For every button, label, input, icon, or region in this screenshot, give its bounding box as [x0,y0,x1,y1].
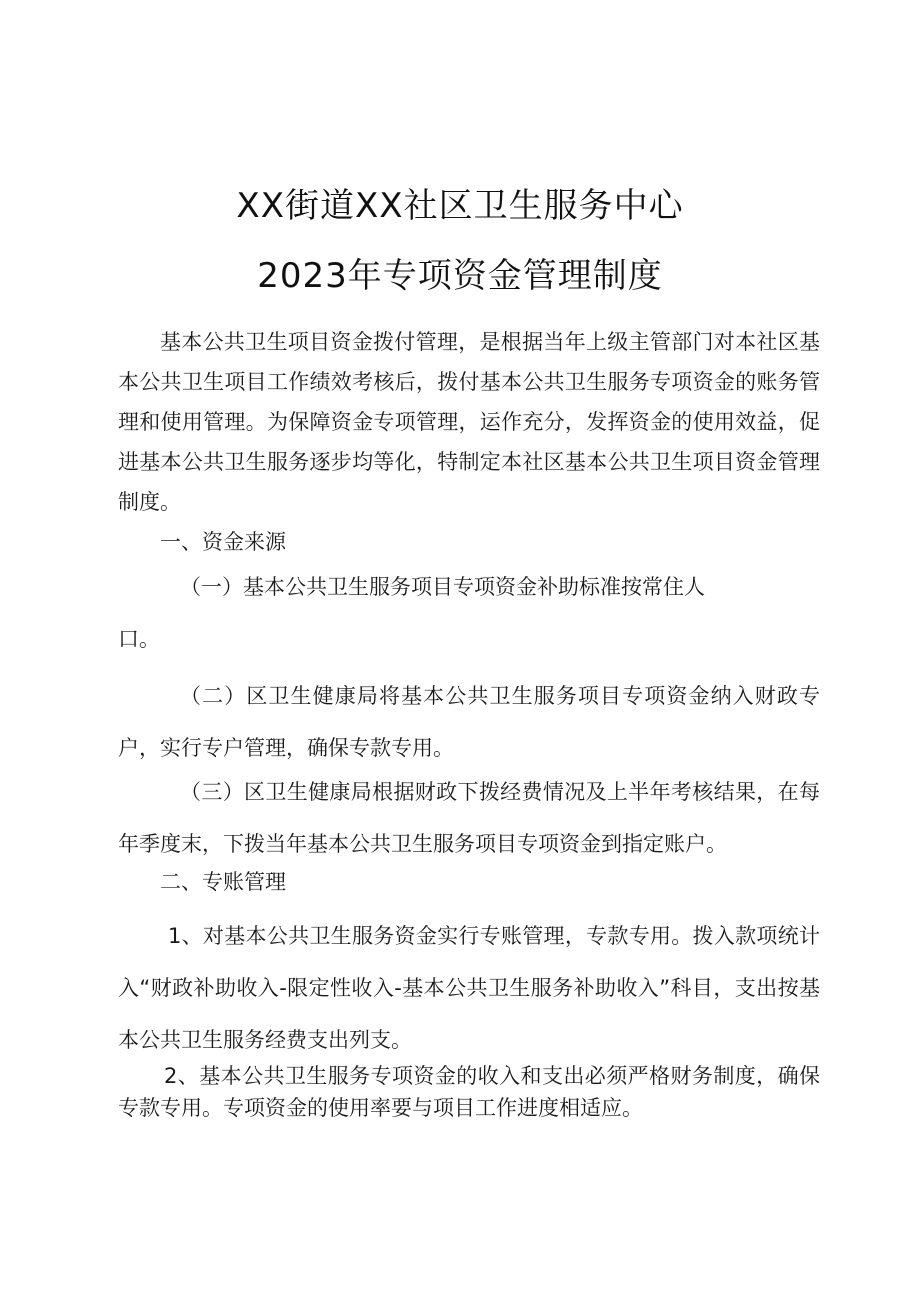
document-title-line1: XX街道XX社区卫生服务中心 [236,186,684,226]
section1-item1-continuation: 口。 [118,627,160,651]
section1-item2: （二）区卫生健康局将基本公共卫生服务项目专项资金纳入财政专户，实行专户管理，确保专款专用。 [118,684,820,760]
section2-item1: 1、对基本公共卫生服务资金实行专账管理，专款专用。拨入款项统计入“财政补助收入-限定性收入-基本公共卫生服务补助收入”科目，支出按基本公共卫生服务经费支出列支。 [118,924,820,1052]
section2-heading: 二、专账管理 [160,870,286,894]
section1-heading: 一、资金来源 [160,530,286,554]
section1-item1: （一）基本公共卫生服务项目专项资金补助标准按常住人 [180,575,705,599]
intro-paragraph: 基本公共卫生项目资金拨付管理，是根据当年上级主管部门对本社区基本公共卫生项目工作绩效考核后，拨付基本公共卫生服务专项资金的账务管理和使用管理。为保障资金专项管理，运作充分，发挥资金的使用效益，促进基本公共卫生服务逐步均等化，特制定本社区基本公共卫生项目资金管理制度。 [118,330,820,514]
document-title-line2: 2023年专项资金管理制度 [257,256,663,296]
section1-item3: （三）区卫生健康局根据财政下拨经费情况及上半年考核结果，在每年季度末，下拨当年基本公共卫生服务项目专项资金到指定账户。 [118,780,820,856]
section2-item2: 2、基本公共卫生服务专项资金的收入和支出必须严格财务制度，确保专款专用。专项资金的使用率要与项目工作进度相适应。 [118,1064,820,1120]
